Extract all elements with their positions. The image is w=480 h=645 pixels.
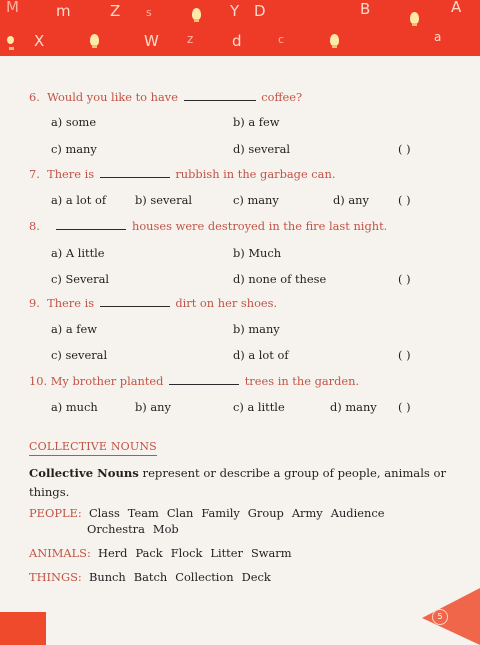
banner-letter: W [144,32,159,50]
option-b[interactable]: b) Much [233,246,282,260]
question-10 [29,374,359,388]
banner-letter: X [34,32,45,50]
option-c[interactable]: c) many [51,142,97,156]
animals-row [29,546,300,560]
question-number: 10. [29,374,48,388]
page-corner [422,588,480,645]
corner-decoration [0,612,46,645]
option-b[interactable]: b) several [135,193,192,207]
banner-letter: B [360,0,371,18]
noun-item: Army [291,506,323,520]
banner-letter: d [232,32,242,50]
option-c[interactable]: c) Several [51,272,110,286]
question-text: trees in the garden. [244,374,360,388]
noun-item: Family [201,506,240,520]
definition-term: Collective Nouns [29,466,139,480]
question-text: coffee? [261,90,303,104]
things-list [89,570,279,584]
question-6 [29,90,302,104]
question-text: My brother planted [50,374,164,388]
noun-item: Herd [98,546,128,560]
banner-letter: m [56,2,71,20]
option-a[interactable]: a) some [51,115,97,129]
noun-item: Team [127,506,159,520]
noun-item: Group [247,506,284,520]
question-text: There is [47,296,95,310]
page-number: 5 [432,609,448,625]
option-d[interactable]: d) any [333,193,369,207]
corner-triangle [422,588,480,645]
animals-list [98,546,300,560]
option-a[interactable]: a) a lot of [51,193,107,207]
answer-blank[interactable] [56,228,126,230]
people-row [29,506,392,520]
question-text: rubbish in the garbage can. [175,167,336,181]
banner-letter: Z [110,2,121,20]
category-label: ANIMALS: [29,546,91,560]
noun-item: Litter [210,546,243,560]
question-7 [29,167,335,181]
definition-text: represent or describe a group of people, animals or things. [29,466,447,499]
option-c[interactable]: c) many [233,193,279,207]
option-c[interactable]: c) a little [233,400,285,414]
noun-item: Pack [135,546,163,560]
answer-box[interactable]: ( ) [398,193,411,207]
question-number: 7. [29,167,40,181]
banner-letter: s [146,6,152,19]
option-a[interactable]: a) A little [51,246,105,260]
people-row-continued [87,522,187,536]
noun-item: Class [88,506,120,520]
answer-blank[interactable] [100,176,170,178]
question-text: houses were destroyed in the fire last night. [131,219,388,233]
question-8 [29,219,387,233]
things-row [29,570,279,584]
option-d[interactable]: d) none of these [233,272,327,286]
banner-letter: M [6,0,19,16]
answer-box[interactable]: ( ) [398,142,411,156]
question-text: dirt on her shoes. [175,296,278,310]
question-number: 8. [29,219,40,233]
option-b[interactable]: b) many [233,322,280,336]
definition-paragraph [29,464,449,502]
question-text: There is [47,167,95,181]
category-label: THINGS: [29,570,82,584]
option-b[interactable]: b) any [135,400,171,414]
banner-letter: z [187,32,194,46]
noun-item: Swarm [250,546,292,560]
noun-item: Audience [330,506,385,520]
noun-item: Collection [175,570,234,584]
people-list [89,506,393,520]
section-heading: COLLECTIVE NOUNS [29,440,157,453]
option-b[interactable]: b) a few [233,115,280,129]
option-d[interactable]: d) many [330,400,377,414]
option-d[interactable]: d) a lot of [233,348,289,362]
category-label: PEOPLE: [29,506,82,520]
answer-box[interactable]: ( ) [398,400,411,414]
answer-blank[interactable] [169,383,239,385]
noun-item: Flock [170,546,203,560]
question-number: 9. [29,296,40,310]
option-d[interactable]: d) several [233,142,290,156]
question-9 [29,296,277,310]
banner-letter: a [434,30,442,44]
noun-item: Clan [166,506,194,520]
answer-box[interactable]: ( ) [398,348,411,362]
noun-item: Mob [152,522,179,536]
option-a[interactable]: a) much [51,400,98,414]
banner-letter: A [451,0,462,16]
banner-letter: Y [230,2,240,20]
option-a[interactable]: a) a few [51,322,97,336]
option-c[interactable]: c) several [51,348,108,362]
answer-blank[interactable] [100,305,170,307]
question-number: 6. [29,90,40,104]
banner-letter: c [278,33,285,46]
noun-item: Orchestra [87,522,145,536]
noun-item: Deck [241,570,271,584]
noun-item: Batch [133,570,168,584]
noun-item: Bunch [89,570,126,584]
question-text: Would you like to have [47,90,178,104]
answer-box[interactable]: ( ) [398,272,411,286]
answer-blank[interactable] [184,99,256,101]
banner-letter: D [254,2,266,20]
